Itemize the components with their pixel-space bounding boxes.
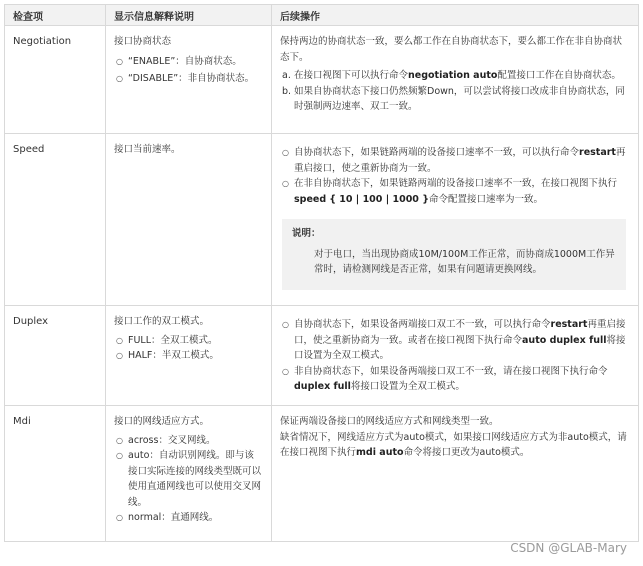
command-text: auto duplex full — [522, 334, 607, 346]
header-check-item: 检查项 — [5, 5, 106, 26]
table-row-duplex — [5, 306, 639, 406]
item-speed: Speed — [5, 134, 106, 306]
list-item: ○ 自协商状态下，如果设备两端接口双工不一致，可以执行命令restart再重启接口，使之重新协商为一致。或者在接口视图下执行命令auto duplex full将接口设置为全双工模式。 — [294, 317, 630, 364]
list-item: ○ 非自协商状态下，如果设备两端接口双工不一致，请在接口视图下执行命令duplex full将接口设置为全双工模式。 — [294, 364, 630, 395]
desc-text: 接口的网线适应方式。 — [114, 416, 210, 427]
list-item: ○ HALF：半双工模式。 — [128, 348, 263, 364]
list-item: ○ FULL：全双工模式。 — [128, 333, 263, 349]
header-description: 显示信息解释说明 — [106, 5, 272, 26]
desc-list — [114, 433, 263, 526]
action-list — [280, 145, 630, 207]
note-box — [282, 219, 626, 290]
item-mdi: Mdi — [5, 406, 106, 542]
interface-check-table — [4, 4, 639, 542]
action-mdi — [272, 406, 639, 542]
header-follow-up: 后续操作 — [272, 5, 639, 26]
desc-text: 接口工作的双工模式。 — [114, 316, 210, 327]
list-item — [282, 68, 630, 84]
desc-list — [114, 333, 263, 364]
action-text: 缺省情况下，网线适应方式为auto模式，如果接口网线适应方式为非auto模式，请在接口视图下执行mdi auto命令将接口更改为auto模式。 — [280, 431, 627, 458]
list-item: ○ auto：自动识别网线。即与该接口实际连接的网线类型既可以使用直通网线也可以使用交叉网线。 — [128, 448, 263, 510]
list-item: ○ “DISABLE”：非自协商状态。 — [128, 71, 263, 87]
desc-list — [114, 54, 263, 87]
step-text: 在接口视图下可以执行命令 — [294, 70, 409, 81]
list-item — [282, 84, 630, 115]
action-negotiation — [272, 26, 639, 134]
command-text: mdi auto — [356, 447, 404, 458]
desc-text: 接口协商状态 — [114, 36, 172, 47]
desc-negotiation — [106, 26, 272, 134]
step-text: 如果自协商状态下接口仍然频繁Down，可以尝试将接口改成非自协商状态，同时强制两边速率、双工一致。 — [294, 85, 625, 112]
command-text: restart — [579, 147, 616, 158]
list-item: ○ normal：直通网线。 — [128, 510, 263, 526]
command-text: duplex full — [294, 381, 351, 392]
table-row-speed — [5, 134, 639, 306]
desc-speed: 接口当前速率。 — [106, 134, 272, 306]
table-header-row — [5, 5, 639, 26]
step-text: 配置接口工作在自协商状态。 — [497, 70, 621, 81]
command-text: negotiation auto — [408, 70, 498, 81]
table-row-mdi — [5, 406, 639, 542]
command-args: { 10 | 100 | 1000 } — [329, 193, 429, 205]
action-steps — [280, 68, 630, 115]
action-intro: 保持两边的协商状态一致，要么都工作在自协商状态下，要么都工作在非自协商状态下。 — [280, 36, 623, 63]
watermark: CSDN @GLAB-Mary — [510, 541, 627, 555]
table-row-negotiation — [5, 26, 639, 134]
desc-mdi — [106, 406, 272, 542]
action-speed — [272, 134, 639, 306]
command-text: restart — [550, 319, 588, 330]
note-title: 说明： — [292, 228, 321, 239]
command-text: speed — [294, 193, 327, 205]
list-item: ○ 在非自协商状态下，如果链路两端的设备接口速率不一致，在接口视图下执行speed { 10 | 100 | 1000 }命令配置接口速率为一致。 — [294, 176, 630, 207]
step-marker: a. — [282, 70, 291, 81]
list-item: ○ across：交叉网线。 — [128, 433, 263, 449]
action-duplex — [272, 306, 639, 406]
action-list — [280, 317, 630, 395]
action-text: 保证两端设备接口的网线适应方式和网线类型一致。 — [280, 416, 499, 427]
item-duplex: Duplex — [5, 306, 106, 406]
note-body: 对于电口，当出现协商成10M/100M工作正常，而协商成1000M工作异常时，请检测网线是否正常，如果有问题请更换网线。 — [314, 248, 615, 275]
list-item: ○ “ENABLE”：自协商状态。 — [128, 54, 263, 70]
list-item: ○ 自协商状态下，如果链路两端的设备接口速率不一致，可以执行命令restart再重启接口，使之重新协商为一致。 — [294, 145, 630, 176]
step-marker: b. — [282, 85, 292, 97]
desc-duplex — [106, 306, 272, 406]
item-negotiation: Negotiation — [5, 26, 106, 134]
